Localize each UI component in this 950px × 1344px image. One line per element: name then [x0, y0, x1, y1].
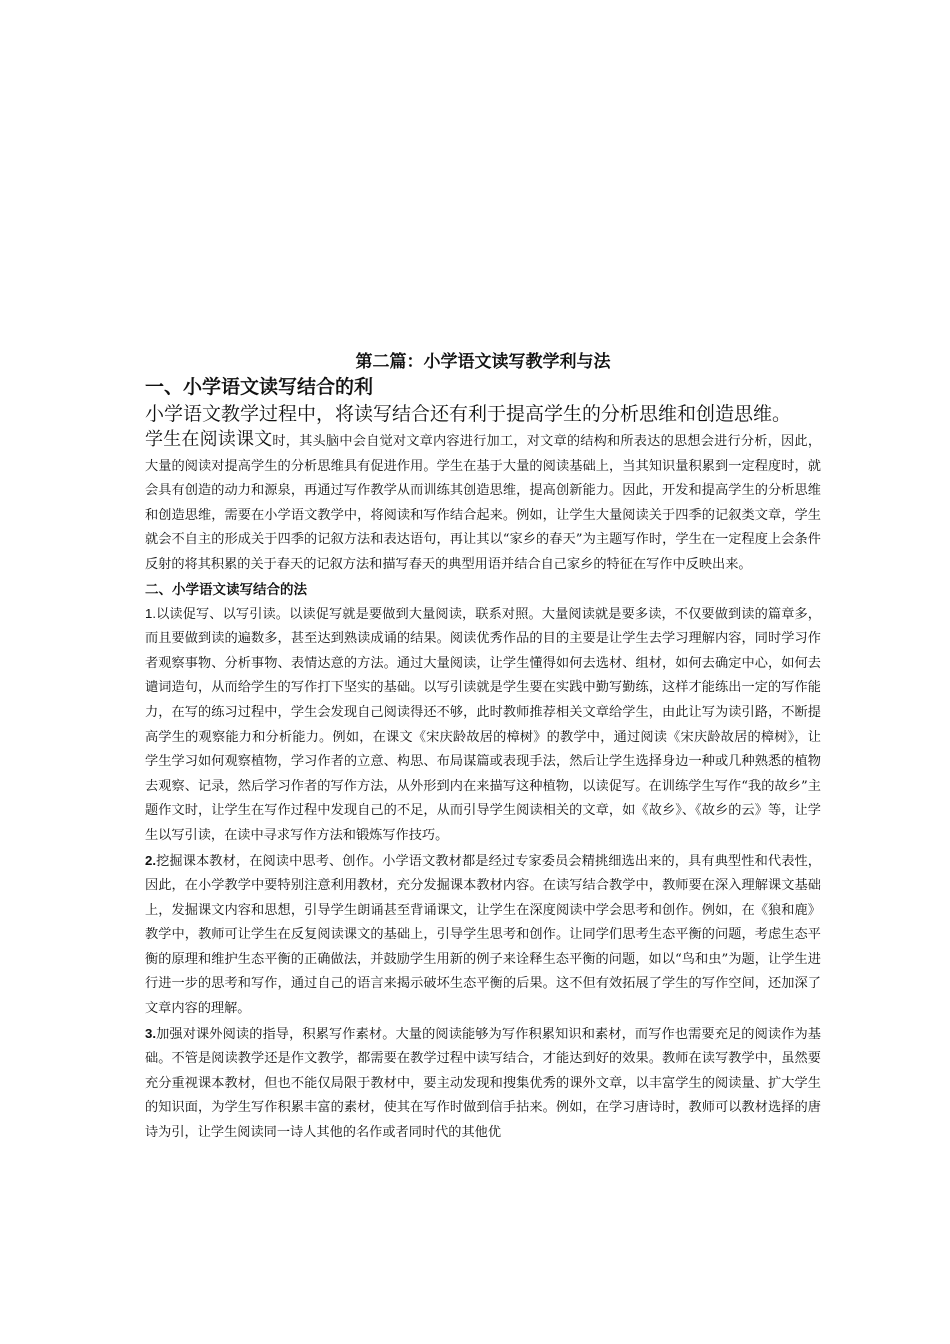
- paragraph-large-lead: 学生在阅读课文: [145, 429, 273, 450]
- item-number: 1.: [145, 605, 156, 621]
- item-text: 加强对课外阅读的指导，积累写作素材。大量的阅读能够为写作积累知识和素材，而写作也需要充足的阅读作为基础。不管是阅读教学还是作文教学，都需要在教学过程中读写结合，才能达到好的效果。教师在读写教学中，虽然要充分重视课本教材，但也不能仅局限于教材中，要主动发现和搜集优秀的课外文章，以丰富学生的阅读量、扩大学生的知识面，为学生写作积累丰富的素材，使其在写作时做到信手拈来。例如，在学习唐诗时，教师可以教材选择的唐诗为引，让学生阅读同一诗人其他的名作或者同时代的其他优: [145, 1026, 821, 1141]
- method-item-3: [145, 1022, 821, 1146]
- document-page: [145, 350, 821, 1146]
- item-text: 以读促写、以写引读。以读促写就是要做到大量阅读，联系对照。大量阅读就是要多读，不仅要做到读的篇章多，而且要做到读的遍数多，甚至达到熟读成诵的结果。阅读优秀作品的目的主要是让学生去学习理解内容，同时学习作者观察事物、分析事物、表情达意的方法。通过大量阅读，让学生懂得如何去选材、组材，如何去确定中心，如何去谴词造句，从而给学生的写作打下坚实的基础。以写引读就是学生要在实践中勤写勤练，这样才能练出一定的写作能力，在写的练习过程中，学生会发现自己阅读得还不够，此时教师推荐相关文章给学生，由此让写为读引路，不断提高学生的观察能力和分析能力。例如，在课文《宋庆龄故居的樟树》的教学中，通过阅读《宋庆龄故居的樟树》，让学生学习如何观察植物，学习作者的立意、构思、布局谋篇或表现手法，然后让学生选择身边一种或几种熟悉的植物去观察、记录，然后学习作者的写作方法，从外形到内在来描写这种植物，以读促写。在训练学生写作“我的故乡”主题作文时，让学生在写作过程中发现自己的不足，从而引导学生阅读相关的文章，如《故乡》、《故乡的云》等，让学生以写引读，在读中寻求写作方法和锻炼写作技巧。: [145, 606, 821, 843]
- document-title: 第二篇：小学语文读写教学利与法: [355, 352, 611, 372]
- section-heading-2: 二、小学语文读写结合的法: [145, 581, 307, 598]
- section-1-paragraph: [145, 428, 821, 578]
- item-number: 2.: [145, 852, 156, 868]
- method-item-1: [145, 602, 821, 849]
- item-number: 3.: [145, 1025, 156, 1041]
- method-item-2: [145, 849, 821, 1022]
- section-1-lead-sentence: 小学语文教学过程中，将读写结合还有利于提高学生的分析思维和创造思维。: [145, 403, 792, 425]
- paragraph-body: 时，其头脑中会自觉对文章内容进行加工，对文章的结构和所表达的思想会进行分析，因此，大量的阅读对提高学生的分析思维具有促进作用。学生在基于大量的阅读基础上，当其知识量积累到一定程度时，就会具有创造的动力和源泉，再通过写作教学从而训练其创造思维，提高创新能力。因此，开发和提高学生的分析思维和创造思维，需要在小学语文教学中，将阅读和写作结合起来。例如，让学生大量阅读关于四季的记叙类文章，学生就会不自主的形成关于四季的记叙方法和表达语句，再让其以“家乡的春天”为主题写作时，学生在一定程度上会条件反射的将其积累的关于春天的记叙方法和描写春天的典型用语并结合自己家乡的特征在写作中反映出来。: [145, 434, 821, 572]
- section-heading-1: 一、小学语文读写结合的利: [145, 376, 374, 398]
- item-text: 挖掘课本教材，在阅读中思考、创作。小学语文教材都是经过专家委员会精挑细选出来的，具有典型性和代表性，因此，在小学教学中要特别注意利用教材，充分发掘课本教材内容。在读写结合教学中，教师要在深入理解课文基础上，发掘课文内容和思想，引导学生朗诵甚至背诵课文，让学生在深度阅读中学会思考和创作。例如，在《狼和鹿》教学中，教师可让学生在反复阅读课文的基础上，引导学生思考和创作。让同学们思考生态平衡的问题，考虑生态平衡的原理和维护生态平衡的正确做法，并鼓励学生用新的例子来诠释生态平衡的问题，如以“鸟和虫”为题，让学生进行进一步的思考和写作，通过自己的语言来揭示破坏生态平衡的后果。这不但有效拓展了学生的写作空间，还加深了文章内容的理解。: [145, 853, 821, 1017]
